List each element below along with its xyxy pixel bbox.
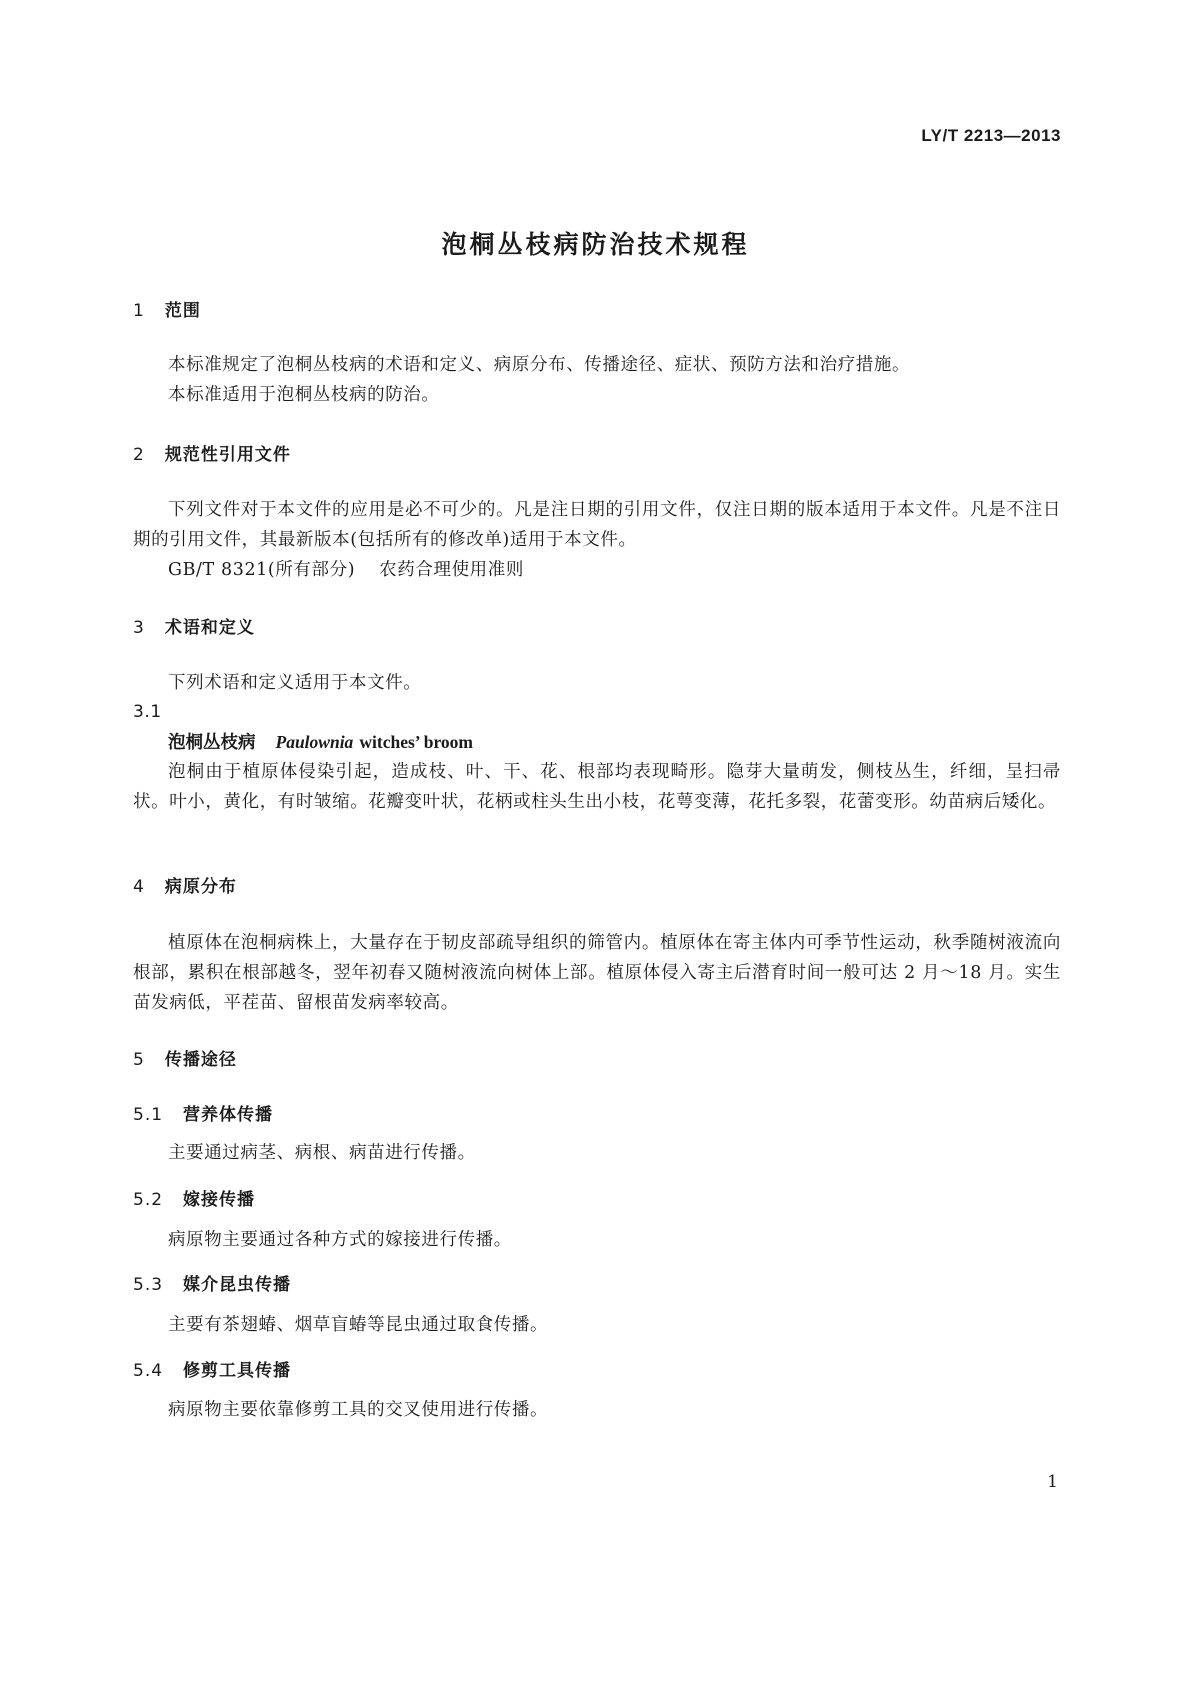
- section-5-heading: [133, 1045, 1061, 1070]
- section-3-heading: [133, 613, 1061, 638]
- subsection-number: 5.1: [133, 1105, 164, 1125]
- section-number: 2: [133, 445, 145, 465]
- section-title: 传播途径: [164, 1050, 237, 1070]
- normative-reference: [133, 555, 1096, 585]
- subsection-title: 媒介昆虫传播: [183, 1275, 292, 1295]
- reference-title: 农药合理使用准则: [379, 560, 524, 580]
- term-latin: Paulownia: [275, 732, 354, 752]
- section-number: 5: [133, 1050, 145, 1070]
- standard-code: LY/T 2213—2013: [921, 126, 1061, 145]
- subsection-5-4-paragraph: 病原物主要依靠修剪工具的交叉使用进行传播。: [168, 1400, 549, 1420]
- section-2-heading: [133, 440, 1061, 465]
- subsection-5-3-heading: [133, 1270, 1061, 1295]
- subsection-title: 修剪工具传播: [183, 1361, 292, 1381]
- section-1-paragraph-1: 本标准规定了泡桐丛枝病的术语和定义、病原分布、传播途径、症状、预防方法和治疗措施。: [168, 355, 911, 375]
- section-number: 3: [133, 618, 145, 638]
- section-title: 规范性引用文件: [164, 445, 291, 465]
- term-number: 3.1: [133, 702, 162, 722]
- section-1-paragraph-2: 本标准适用于泡桐丛枝病的防治。: [168, 385, 440, 405]
- subsection-5-4-heading: [133, 1356, 1061, 1381]
- document-title: 泡桐丛枝病防治技术规程: [441, 230, 750, 259]
- subsection-5-1-paragraph: 主要通过病茎、病根、病苗进行传播。: [168, 1143, 476, 1163]
- subsection-number: 5.2: [133, 1190, 164, 1210]
- section-1-heading: [133, 296, 1061, 321]
- section-title: 术语和定义: [164, 618, 255, 638]
- term-entry: [133, 727, 1096, 758]
- subsection-5-2-paragraph: 病原物主要通过各种方式的嫁接进行传播。: [168, 1230, 512, 1250]
- section-2-paragraph: 下列文件对于本文件的应用是必不可少的。凡是注日期的引用文件，仅注日期的版本适用于本文件。凡是不注日期的引用文件，其最新版本(包括所有的修改单)适用于本文件。: [133, 500, 1061, 550]
- term-definition: 泡桐由于植原体侵染引起，造成枝、叶、干、花、根部均表现畸形。隐芽大量萌发，侧枝丛生，纤细，呈扫帚状。叶小，黄化，有时皱缩。花瓣变叶状，花柄或柱头生出小枝，花萼变薄，花托多裂，花蕾变形。幼苗病后矮化。: [133, 762, 1061, 812]
- section-4-heading: [133, 872, 1061, 897]
- subsection-number: 5.3: [133, 1275, 164, 1295]
- section-number: 4: [133, 877, 145, 897]
- subsection-title: 嫁接传播: [183, 1190, 256, 1210]
- reference-code: GB/T 8321(所有部分): [168, 560, 356, 580]
- section-3-paragraph: 下列术语和定义适用于本文件。: [168, 673, 422, 693]
- section-title: 范围: [164, 301, 201, 321]
- term-chinese: 泡桐丛枝病: [168, 733, 256, 753]
- subsection-title: 营养体传播: [183, 1105, 274, 1125]
- subsection-number: 5.4: [133, 1361, 164, 1381]
- subsection-5-3-paragraph: 主要有茶翅蝽、烟草盲蝽等昆虫通过取食传播。: [168, 1315, 549, 1335]
- page-number: 1: [1047, 1472, 1058, 1492]
- section-number: 1: [133, 301, 145, 321]
- section-title: 病原分布: [164, 877, 237, 897]
- subsection-5-2-heading: [133, 1185, 1061, 1210]
- term-english: witches’ broom: [359, 732, 473, 752]
- section-4-paragraph: 植原体在泡桐病株上，大量存在于韧皮部疏导组织的筛管内。植原体在寄主体内可季节性运动，秋季随树液流向根部，累积在根部越冬，翌年初春又随树液流向树体上部。植原体侵入寄主后潜育时间一般可达 2 月～18 月。实生苗发病低，平茬苗、留根苗发病率较高。: [133, 933, 1061, 1013]
- subsection-5-1-heading: [133, 1100, 1061, 1125]
